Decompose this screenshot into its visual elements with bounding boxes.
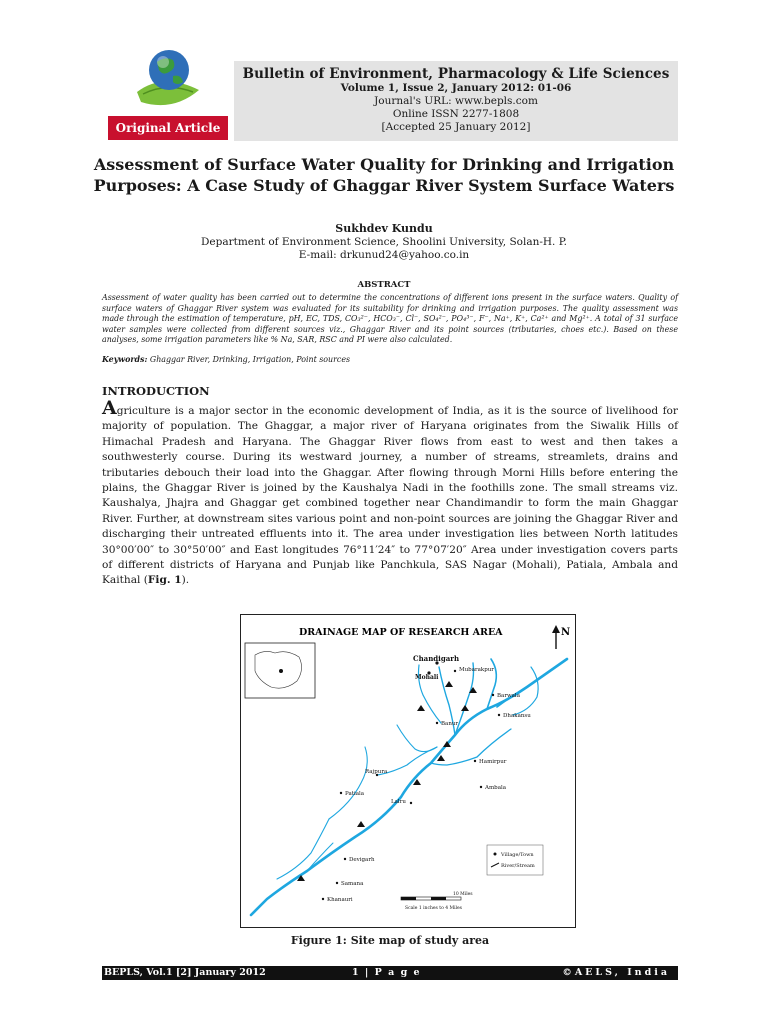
- place-label: Barwala: [497, 693, 520, 699]
- footer-page-number: 1 | P a g e: [352, 967, 422, 978]
- footer-copyright: ©AELS, India: [562, 967, 670, 978]
- keywords-line: [102, 355, 678, 364]
- keywords-label: Keywords:: [102, 355, 148, 364]
- author-affiliation: [90, 236, 678, 262]
- place-label: Samana: [341, 881, 364, 887]
- place-label: Devigarh: [349, 857, 375, 863]
- scale-label: Scale 1 inches to 4 Miles: [405, 906, 462, 911]
- drop-cap: A: [102, 397, 117, 419]
- affiliation-text: Department of Environment Science, Shoolini University, Solan-H. P.: [200, 236, 567, 248]
- map-legend: [487, 845, 543, 875]
- journal-name: Bulletin of Environment, Pharmacology & Life Sciences: [242, 66, 670, 82]
- place-label: Lalru: [391, 799, 406, 805]
- footer-citation: BEPLS, Vol.1 [2] January 2012: [104, 967, 266, 978]
- place-label: Khanauri: [327, 897, 353, 903]
- place-label: Chandigarh: [413, 654, 460, 663]
- accepted-date: [Accepted 25 January 2012]: [381, 121, 531, 133]
- inset-map: [245, 643, 315, 698]
- place-label: Ambala: [485, 785, 507, 791]
- legend-label: Village/Town: [501, 852, 534, 858]
- figure-caption: Figure 1: Site map of study area: [290, 934, 490, 947]
- introduction-paragraph: [102, 397, 678, 589]
- globe-leaf-icon: [133, 42, 205, 114]
- abstract-text: Assessment of water quality has been carried out to determine the concentrations of different ions present in the surface waters. Quality of surface waters of Ghaggar River system was evaluated for its suitability for drinking and irrigation purposes. The quality assessment was made through the estimation of temperature, pH, EC, TDS, CO₃²⁻, HCO₃⁻, Cl⁻, SO₄²⁻, PO₄³⁻, F⁻, Na⁺, K⁺, Ca²⁺ and Mg²⁺. A total of 31 surface water samples were collected from different sources viz., Ghaggar River and its point sources (tributaries, choes etc.). Based on these analyses, some irrigation parameters like % Na, SAR, RSC and PI were also calculated.: [102, 293, 678, 345]
- journal-issn: Online ISSN 2277-1808: [392, 108, 520, 120]
- journal-logo: [133, 42, 205, 114]
- journal-volume: Volume 1, Issue 2, January 2012: 01-06: [340, 82, 572, 94]
- place-label: Patiala: [345, 791, 365, 797]
- legend-label: River/Stream: [501, 863, 535, 869]
- place-label: Dhakansu: [503, 713, 531, 719]
- figure-reference[interactable]: Fig. 1: [147, 574, 182, 587]
- drainage-map: [241, 615, 575, 927]
- introduction-end: ).: [181, 574, 190, 587]
- author-name: Sukhdev Kundu: [335, 222, 433, 235]
- article-type-label: Original Article: [115, 121, 221, 135]
- drainage-map-figure: [240, 614, 576, 928]
- map-title: DRAINAGE MAP OF RESEARCH AREA: [299, 627, 503, 638]
- place-label: Rajpura: [365, 769, 388, 775]
- article-type-badge: [108, 116, 228, 140]
- abstract-heading: ABSTRACT: [357, 280, 411, 290]
- page-footer: [102, 966, 678, 980]
- journal-url[interactable]: Journal's URL: www.bepls.com: [374, 95, 538, 107]
- keywords-text: Ghaggar River, Drinking, Irrigation, Point sources: [149, 355, 351, 364]
- author-email[interactable]: E-mail: drkunud24@yahoo.co.in: [298, 249, 470, 261]
- scale-end-label: 10 Miles: [453, 892, 473, 897]
- place-label: Banur: [441, 721, 459, 727]
- north-arrow-icon: [552, 625, 570, 649]
- village-legend-icon: [494, 853, 497, 856]
- introduction-heading: INTRODUCTION: [102, 384, 210, 398]
- introduction-body: griculture is a major sector in the economic development of India, as it is the source of livelihood for majority of population. The Ghaggar, a major river of Haryana originates from the Siwalik Hills of Himachal Pradesh and Haryana. The Ghaggar River flows from east to west and then takes a southwesterly course. During its westward journey, a number of streams, streamlets, drains and tributaries debouch their load into the Ghaggar. After flowing through Morni Hills before entering the plains, the Ghaggar River is joined by the Kaushalya Nadi in the foothills zone. The small streams viz. Kaushalya, Jhajra and Ghaggar get combined together near Chandimandir to form the main Ghaggar River. Further, at downstream sites various point and non-point sources are joining the Ghaggar River and discharging their untreated effluents into it. The area under investigation lies between North latitudes 30°00′00″ to 30°50′00″ and East longitudes 76°11′24″ to 77°07′20″ Area under investigation covers parts of different districts of Haryana and Punjab like Panchkula, SAS Nagar (Mohali), Patiala, Ambala and Kaithal (: [102, 405, 678, 587]
- article-title: Assessment of Surface Water Quality for Drinking and Irrigation Purposes: A Case Study of Ghaggar River System Surface Waters: [93, 155, 675, 195]
- north-label: N: [561, 627, 571, 638]
- place-label: Mohali: [415, 674, 439, 681]
- place-label: Mubarakpur: [459, 667, 494, 673]
- place-label: Hamirpur: [479, 759, 507, 765]
- journal-header: [234, 61, 678, 141]
- scale-bar: [401, 891, 473, 911]
